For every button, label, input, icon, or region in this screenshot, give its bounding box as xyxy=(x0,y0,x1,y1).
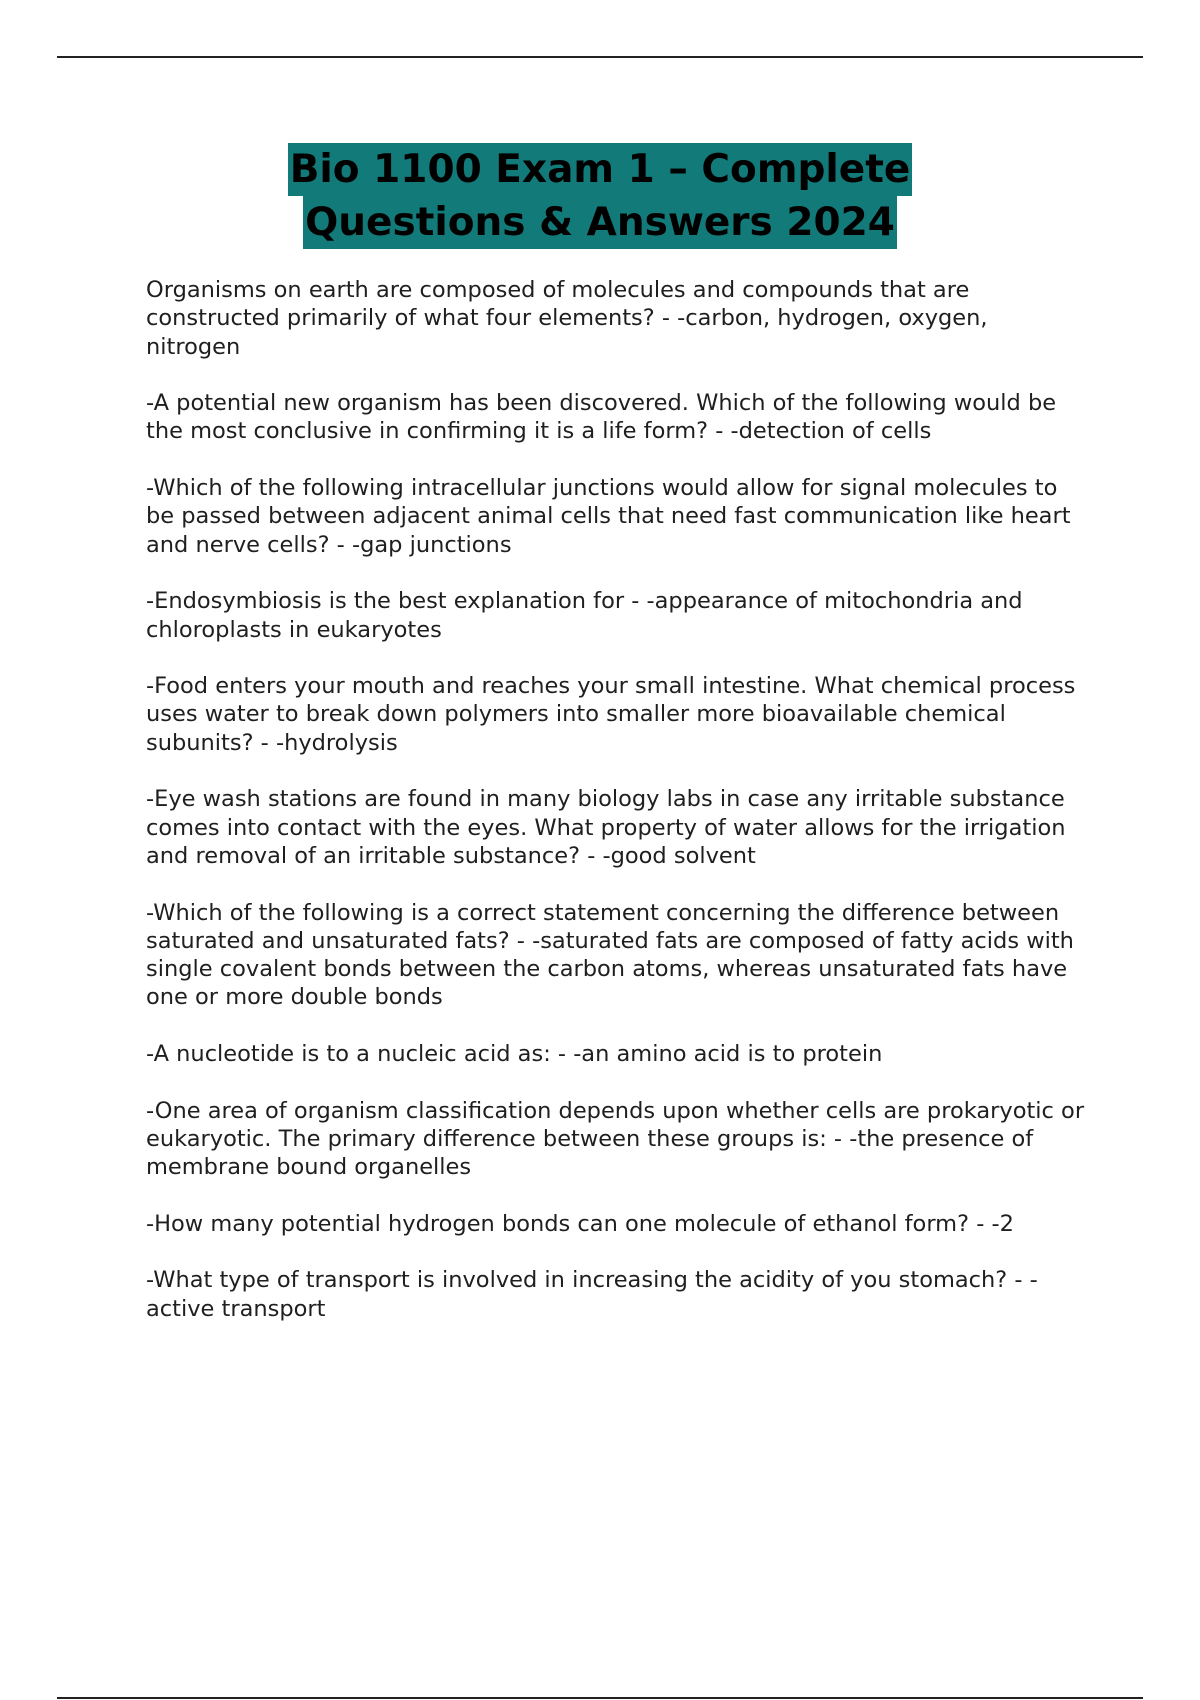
qa-item: -One area of organism classification depends upon whether cells are prokaryotic or eukaryotic. The primary difference between these groups is: - -the presence of membrane bound organelles xyxy=(146,1097,1085,1181)
qa-item: -Eye wash stations are found in many biology labs in case any irritable substance comes into contact with the eyes. What property of water allows for the irrigation and removal of an irritable substance? - -good solvent xyxy=(146,786,1066,869)
qa-item: Organisms on earth are composed of molecules and compounds that are constructed primarily of what four elements? - -carbon, hydrogen, oxygen, nitrogen xyxy=(146,277,988,360)
qa-item: -Which of the following is a correct statement concerning the difference between saturated and unsaturated fats? - -saturated fats are composed of fatty acids with single covalent bonds between the carbon atoms, whereas unsaturated fats have one or more double bonds xyxy=(146,899,1074,1011)
top-rule xyxy=(57,56,1143,58)
qa-item: -Which of the following intracellular junctions would allow for signal molecules to be passed between adjacent animal cells that need fast communication like heart and nerve cells? - -gap junctions xyxy=(146,475,1071,558)
page-title xyxy=(0,143,1200,249)
qa-item: -What type of transport is involved in increasing the acidity of you stomach? - -active transport xyxy=(146,1267,1038,1322)
qa-item: -A nucleotide is to a nucleic acid as: - -an amino acid is to protein xyxy=(146,1041,883,1068)
qa-item: -How many potential hydrogen bonds can one molecule of ethanol form? - -2 xyxy=(146,1210,1014,1237)
title-line-2: Questions & Answers 2024 xyxy=(303,196,897,249)
qa-item: -A potential new organism has been discovered. Which of the following would be the most conclusive in confirming it is a life form? - -detection of cells xyxy=(146,390,1057,445)
title-line-1: Bio 1100 Exam 1 – Complete xyxy=(288,143,913,196)
qa-item: -Food enters your mouth and reaches your small intestine. What chemical process uses water to break down polymers into smaller more bioavailable chemical subunits? - -hydrolysis xyxy=(146,673,1076,756)
title-block xyxy=(0,143,1200,249)
qa-item: -Endosymbiosis is the best explanation for - -appearance of mitochondria and chloroplasts in eukaryotes xyxy=(146,588,1023,643)
qa-list xyxy=(146,276,1086,1351)
bottom-rule xyxy=(57,1697,1143,1699)
